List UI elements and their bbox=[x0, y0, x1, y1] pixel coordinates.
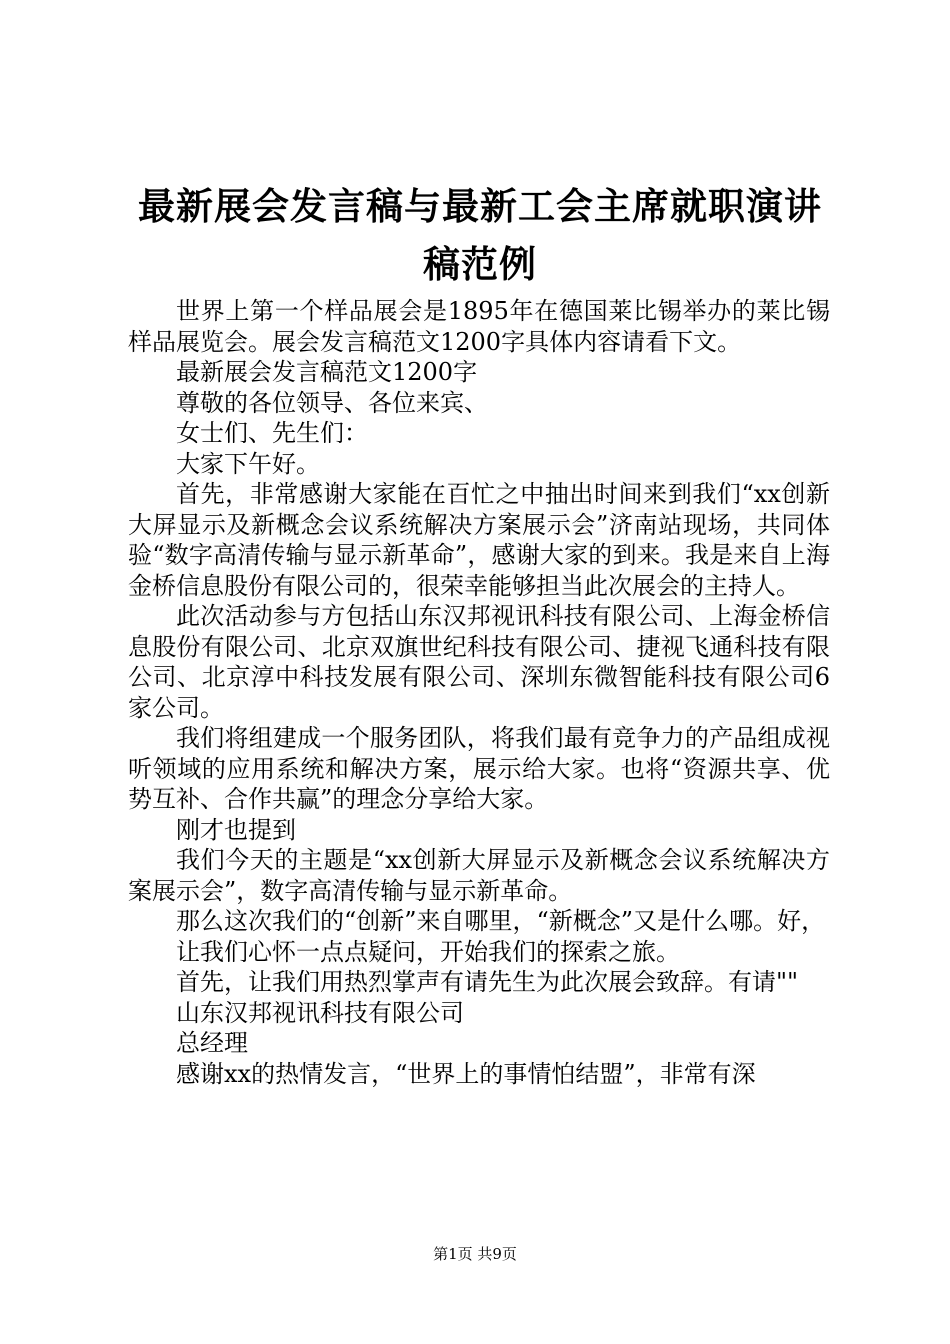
paragraph: 我们将组建成一个服务团队，将我们最有竞争力的产品组成视听领域的应用系统和解决方案，展示给大家。也将“资源共享、优势互补、合作共赢”的理念分享给大家。 bbox=[128, 724, 830, 813]
paragraph: 山东汉邦视讯科技有限公司 bbox=[176, 998, 464, 1027]
paragraph: 总经理 bbox=[176, 1029, 248, 1057]
paragraph: 此次活动参与方包括山东汉邦视讯科技有限公司、上海金桥信息股份有限公司、北京双旗世纪科技有限公司、捷视飞通科技有限公司、北京淳中科技发展有限公司、深圳东微智能科技有限公司6家公司。 bbox=[128, 602, 830, 722]
paragraph: 世界上第一个样品展会是1895年在德国莱比锡举办的莱比锡样品展览会。展会发言稿范文1200字具体内容请看下文。 bbox=[128, 297, 830, 356]
paragraph: 尊敬的各位领导、各位来宾、 bbox=[176, 388, 488, 417]
document-body bbox=[128, 296, 830, 1089]
paragraph: 感谢xx的热情发言，“世界上的事情怕结盟”，非常有深 bbox=[176, 1059, 756, 1088]
paragraph: 最新展会发言稿范文1200字 bbox=[176, 358, 478, 386]
document-title: 最新展会发言稿与最新工会主席就职演讲稿范例 bbox=[138, 185, 822, 286]
paragraph: 刚才也提到 bbox=[176, 815, 296, 844]
paragraph: 让我们心怀一点点疑问，开始我们的探索之旅。 bbox=[176, 937, 680, 966]
paragraph: 大家下午好。 bbox=[176, 449, 320, 478]
page-footer: 第1页 共9页 bbox=[433, 1245, 517, 1263]
paragraph: 首先，非常感谢大家能在百忙之中抽出时间来到我们“xx创新大屏显示及新概念会议系统解决方案展示会”济南站现场，共同体验“数字高清传输与显示新革命”，感谢大家的到来。我是来自上海金桥信息股份有限公司的，很荣幸能够担当此次展会的主持人。 bbox=[128, 480, 830, 600]
paragraph: 女士们、先生们： bbox=[176, 419, 368, 447]
paragraph: 我们今天的主题是“xx创新大屏显示及新概念会议系统解决方案展示会”，数字高清传输与显示新革命。 bbox=[128, 846, 830, 905]
paragraph: 首先，让我们用热烈掌声有请先生为此次展会致辞。有请"" bbox=[176, 968, 799, 996]
paragraph: 那么这次我们的“创新”来自哪里，“新概念”又是什么哪。好， bbox=[176, 907, 826, 935]
